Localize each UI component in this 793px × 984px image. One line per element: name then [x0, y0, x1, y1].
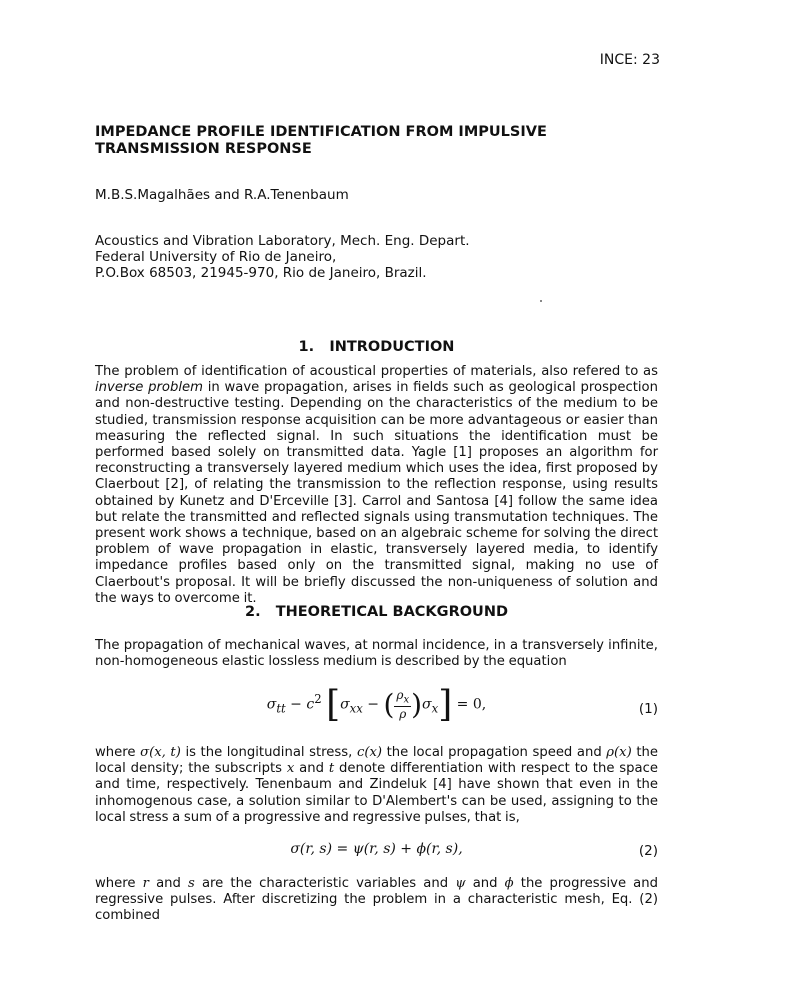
p2-sigma: σ(x, t) — [140, 745, 181, 760]
affiliation-line-2: Federal University of Rio de Janeiro, — [95, 249, 337, 265]
eq1-frac-num — [394, 688, 411, 706]
conference-code: INCE: 23 — [599, 52, 660, 68]
p3-phi: ϕ — [504, 876, 514, 891]
section-heading-theory — [95, 604, 658, 620]
right-paren: ) — [411, 688, 423, 721]
eq1-frac-den: ρ — [399, 706, 407, 721]
p2-b: is the longitudinal stress, — [180, 745, 357, 760]
p2-d: the local propagation speed and — [382, 745, 607, 760]
p3-e: the progressive and regressive pulses. After discretizing the problem in a characteristic mesh, Eq. (2) combined — [95, 876, 658, 924]
right-bracket: ] — [438, 684, 453, 725]
eq1-inner2-sub: x — [431, 701, 439, 716]
eq1-inner1-sub: xx — [349, 701, 363, 716]
equation-1-body — [95, 684, 658, 725]
equation-2-body: σ(r, s) = ψ(r, s) + ϕ(r, s), — [290, 841, 463, 857]
equation-2-number: (2) — [638, 843, 658, 859]
eq1-lhs: σ — [266, 696, 277, 713]
equation-1 — [95, 684, 658, 734]
left-bracket: [ — [326, 684, 341, 725]
eq1-inner1: σ — [340, 696, 350, 713]
eq1-frac-num-sub: x — [403, 694, 410, 706]
p2-e: the local density; the subscripts — [95, 745, 658, 777]
title-line-2: TRANSMISSION RESPONSE — [95, 141, 312, 157]
theory-paragraph-1: The propagation of mechanical waves, at normal incidence, in a transversely infinite, non-homogeneous elastic lossless medium is described by the equation — [95, 638, 658, 670]
p3-psi: ψ — [455, 876, 466, 891]
section-title: INTRODUCTION — [329, 339, 455, 355]
p3-b: and — [148, 876, 189, 891]
p2-g: denote differentiation with respect to the space and time, respectively. Tenenbaum and Zindeluk [4] have shown that even in the inhomogenous case, a solution similar to D'Alembert's can be used, assigning to the local stress a sum of a progressive and regressive pulses, that is, — [95, 761, 658, 825]
section-number: 2. — [244, 604, 261, 620]
intro-text-1: The problem of identification of acoustical properties of materials, also refered to as — [95, 364, 658, 379]
p2-t: t — [328, 761, 335, 777]
section-title: THEORETICAL BACKGROUND — [275, 604, 509, 620]
introduction-paragraph — [95, 364, 658, 607]
p3-c: are the characteristic variables and — [194, 876, 456, 891]
section-heading-introduction — [95, 339, 658, 355]
p3-s: s — [188, 876, 195, 891]
p2-c: c(x) — [356, 745, 383, 760]
scan-speck — [540, 300, 542, 302]
p2-a: where — [95, 745, 141, 760]
affiliation — [95, 233, 470, 281]
p3-a: where — [95, 876, 143, 891]
intro-text-2: in wave propagation, arises in fields such as geological prospection and non-destructive testing. Depending on the characteristics of the medium to be studied, transmission response acquisition can be more advantageous or easier than measuring the reflected signal. In such situations the identification must be performed based solely on transmitted data. Yagle [1] proposes an algorithm for reconstructing a transversely layered medium which uses the idea, first proposed by Claerbout [2], of relating the transmission to the reflection response, using results obtained by Kunetz and D'Erceville [3]. Carrol and Santosa [4] follow the same idea but relate the transmitted and reflected signals using transmutation techniques. The present work shows a technique, based on an algebraic scheme for solving the direct problem of wave propagation in elastic, transversely layered media, to identify impedance profiles based only on the transmitted signal, making no use of Claerbout's proposal. It will be briefly discussed the non-uniqueness of solution and the ways to overcome it. — [95, 380, 658, 606]
eq1-rhs: = 0, — [452, 696, 487, 713]
eq1-fraction — [394, 688, 411, 720]
theory-paragraph-2 — [95, 745, 658, 826]
p2-x: x — [286, 761, 295, 777]
eq1-lhs-sub: tt — [276, 701, 286, 716]
equation-1-number: (1) — [638, 701, 658, 717]
authors: M.B.S.Magalhães and R.A.Tenenbaum — [95, 187, 349, 203]
left-paren: ( — [383, 688, 395, 721]
intro-italic: inverse problem — [95, 380, 203, 396]
p3-d: and — [465, 876, 505, 891]
theory-paragraph-3 — [95, 876, 658, 925]
affiliation-line-3: P.O.Box 68503, 21945-970, Rio de Janeiro, Brazil. — [95, 265, 427, 281]
p2-rho: ρ(x) — [606, 745, 632, 760]
eq1-inner-minus: − — [362, 696, 384, 713]
p2-f: and — [294, 761, 329, 777]
equation-2 — [95, 841, 658, 881]
eq1-frac-num-rho: ρ — [396, 688, 404, 703]
eq1-sup: 2 — [314, 691, 322, 706]
eq1-inner2: σ — [422, 696, 432, 713]
p3-r: r — [142, 876, 149, 891]
affiliation-line-1: Acoustics and Vibration Laboratory, Mech. Eng. Depart. — [95, 233, 470, 249]
eq1-minus-c: − c — [285, 696, 315, 713]
paper-title — [95, 124, 695, 158]
section-number: 1. — [298, 339, 315, 355]
title-line-1: IMPEDANCE PROFILE IDENTIFICATION FROM IMPULSIVE — [95, 124, 547, 140]
